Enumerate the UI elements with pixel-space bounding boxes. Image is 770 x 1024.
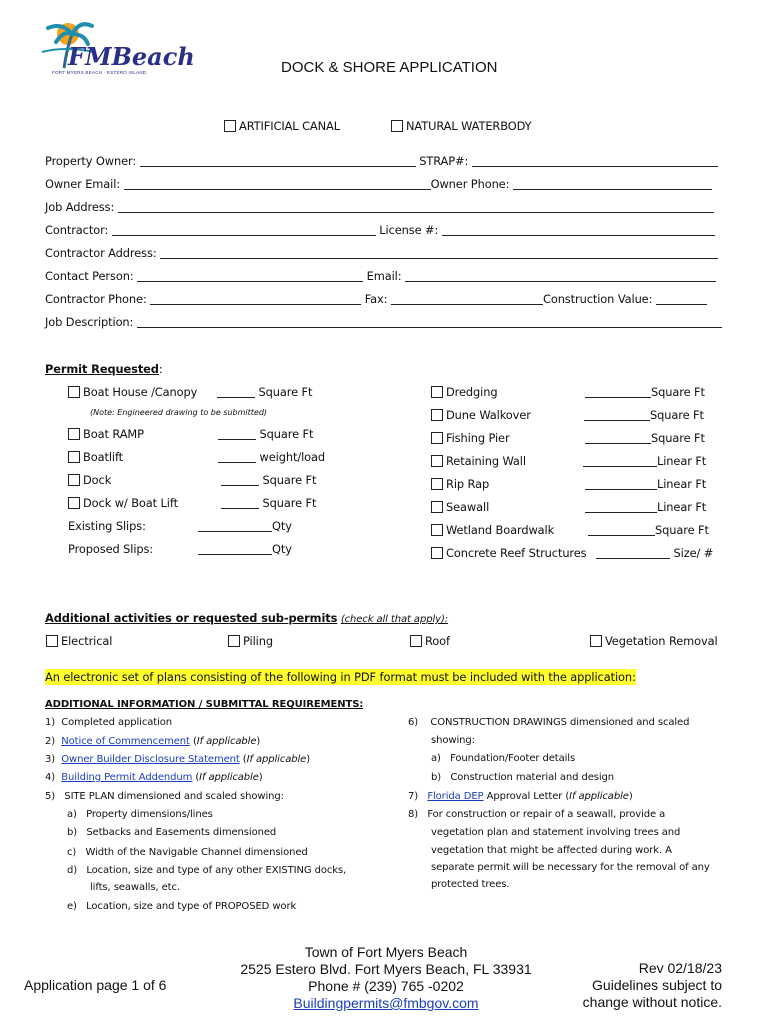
permit-fishing-pier[interactable]: Fishing Pier — [431, 431, 510, 445]
logo — [34, 12, 195, 78]
req-8-line2: vegetation plan and statement involving trees and — [431, 827, 681, 838]
req-6a: a) Foundation/Footer details — [431, 753, 576, 764]
dune-walkover-field[interactable] — [584, 408, 650, 421]
req-6: 6) CONSTRUCTION DRAWINGS dimensioned and scaled — [408, 717, 690, 728]
permit-boat-ramp[interactable]: Boat RAMP — [68, 427, 144, 441]
engineered-drawing-note: (Note: Engineered drawing to be submitted) — [90, 408, 268, 417]
property-owner-row: Property Owner: STRAP#: — [45, 154, 718, 168]
logo-subtext: FORT MYERS BEACH · ESTERO ISLAND — [52, 70, 147, 75]
req-3: 3) Owner Builder Disclosure Statement (If applicable) — [45, 754, 311, 765]
page-number: Application page 1 of 6 — [24, 977, 167, 993]
checkbox[interactable] — [68, 451, 80, 463]
email-field[interactable] — [405, 269, 716, 282]
construction-value-field[interactable] — [656, 292, 707, 305]
owner-email-field[interactable] — [124, 177, 431, 190]
req-5a: a) Property dimensions/lines — [67, 809, 213, 820]
strap-field[interactable] — [472, 154, 718, 167]
rip-rap-qty: Linear Ft — [585, 477, 706, 491]
guidelines-line1: Guidelines subject to — [592, 977, 722, 993]
fax-field[interactable] — [391, 292, 543, 305]
owner-email-row: Owner Email: Owner Phone: — [45, 177, 712, 191]
rip-rap-field[interactable] — [585, 477, 657, 490]
checkbox[interactable] — [431, 501, 443, 513]
building-permit-addendum-link[interactable]: Building Permit Addendum — [61, 772, 193, 783]
contractor-row: Contractor: License #: — [45, 223, 715, 237]
permit-requested-heading: Permit Requested: — [45, 362, 163, 376]
dredging-field[interactable] — [585, 385, 651, 398]
sub-permit-vegetation-removal[interactable]: Vegetation Removal — [590, 634, 718, 648]
checkbox[interactable] — [431, 524, 443, 536]
retaining-wall-field[interactable] — [583, 454, 657, 467]
checkbox[interactable] — [46, 635, 58, 647]
job-address-field[interactable] — [118, 200, 714, 213]
reef-qty: Size/ # — [596, 546, 713, 560]
notice-of-commencement-link[interactable]: Notice of Commencement — [61, 736, 190, 747]
boat-ramp-field[interactable] — [218, 427, 256, 440]
contractor-address-field[interactable] — [160, 246, 718, 259]
boat-ramp-qty: Square Ft — [218, 427, 313, 441]
req-8-line3: vegetation that might be affected during work. A — [431, 845, 672, 856]
req-8-line4: separate permit will be necessary for the removal of any — [431, 862, 710, 873]
req-5: 5) SITE PLAN dimensioned and scaled showing: — [45, 791, 284, 802]
boat-house-qty: Square Ft — [217, 385, 312, 399]
req-5e: e) Location, size and type of PROPOSED work — [67, 901, 297, 912]
dredging-qty: Square Ft — [585, 385, 705, 399]
checkbox[interactable] — [431, 478, 443, 490]
req-6b: b) Construction material and design — [431, 772, 615, 783]
contact-person-row: Contact Person: Email: — [45, 269, 716, 283]
req-1: 1) Completed application — [45, 717, 173, 728]
contact-person-field[interactable] — [137, 269, 363, 282]
checkbox[interactable] — [391, 120, 403, 132]
dock-qty: Square Ft — [221, 473, 316, 487]
proposed-slips-qty: Qty — [198, 542, 292, 556]
permit-dock-boat-lift[interactable]: Dock w/ Boat Lift — [68, 496, 178, 510]
checkbox[interactable] — [68, 497, 80, 509]
wetland-qty: Square Ft — [588, 523, 709, 537]
checkbox[interactable] — [431, 432, 443, 444]
contractor-address-row: Contractor Address: — [45, 246, 718, 260]
checkbox[interactable] — [68, 474, 80, 486]
checkbox[interactable] — [224, 120, 236, 132]
req-2: 2) Notice of Commencement (If applicable) — [45, 736, 261, 747]
permit-dredging[interactable]: Dredging — [431, 385, 498, 399]
req-7: 7) Florida DEP Approval Letter (If applicable) — [408, 791, 633, 802]
sub-permit-roof[interactable]: Roof — [410, 634, 450, 648]
contractor-phone-row: Contractor Phone: Fax: Construction Value: — [45, 292, 707, 306]
contractor-field[interactable] — [112, 223, 376, 236]
existing-slips-field[interactable] — [198, 519, 272, 532]
seawall-qty: Linear Ft — [585, 500, 706, 514]
footer-contact — [226, 944, 546, 1012]
permit-boatlift[interactable]: Boatlift — [68, 450, 123, 464]
permit-rip-rap[interactable]: Rip Rap — [431, 477, 489, 491]
town-address: 2525 Estero Blvd. Fort Myers Beach, FL 33931 — [240, 961, 532, 977]
req-5d-cont: lifts, seawalls, etc. — [90, 882, 180, 893]
artificial-canal-option[interactable]: ARTIFICIAL CANAL — [224, 119, 340, 133]
pdf-notice: An electronic set of plans consisting of the following in PDF format must be included with the application: — [45, 670, 636, 684]
license-field[interactable] — [442, 223, 715, 236]
reef-field[interactable] — [596, 546, 670, 559]
checkbox[interactable] — [410, 635, 422, 647]
permit-seawall[interactable]: Seawall — [431, 500, 489, 514]
dock-lift-field[interactable] — [221, 496, 259, 509]
permit-concrete-reef[interactable]: Concrete Reef Structures — [431, 546, 587, 560]
checkbox[interactable] — [68, 386, 80, 398]
permit-dune-walkover[interactable]: Dune Walkover — [431, 408, 531, 422]
revision-info — [570, 960, 722, 1011]
checkbox[interactable] — [431, 409, 443, 421]
boatlift-qty: weight/load — [218, 450, 325, 464]
boatlift-field[interactable] — [218, 450, 256, 463]
additional-activities-heading: Additional activities or requested sub-permits (check all that apply): — [45, 611, 449, 625]
job-address-row: Job Address: — [45, 200, 714, 214]
checkbox[interactable] — [431, 455, 443, 467]
owner-builder-disclosure-link[interactable]: Owner Builder Disclosure Statement — [61, 754, 240, 765]
req-5c: c) Width of the Navigable Channel dimensioned — [67, 847, 308, 858]
fishing-pier-qty: Square Ft — [585, 431, 705, 445]
existing-slips-qty: Qty — [198, 519, 292, 533]
req-4: 4) Building Permit Addendum (If applicable) — [45, 772, 263, 783]
property-owner-field[interactable] — [140, 154, 416, 167]
seawall-field[interactable] — [585, 500, 657, 513]
fishing-pier-field[interactable] — [585, 431, 651, 444]
existing-slips-label: Existing Slips: — [68, 519, 146, 533]
sub-permit-electrical[interactable]: Electrical — [46, 634, 112, 648]
permit-boat-house[interactable]: Boat House /Canopy — [68, 385, 197, 399]
florida-dep-link[interactable]: Florida DEP — [427, 791, 484, 802]
page-title: DOCK & SHORE APPLICATION — [281, 59, 498, 76]
retaining-wall-qty: Linear Ft — [583, 454, 706, 468]
checkbox[interactable] — [431, 547, 443, 559]
permit-wetland-boardwalk[interactable]: Wetland Boardwalk — [431, 523, 554, 537]
dock-field[interactable] — [221, 473, 259, 486]
req-8: 8) For construction or repair of a seawall, provide a — [408, 809, 666, 820]
req-6-cont: showing: — [431, 735, 475, 746]
proposed-slips-field[interactable] — [198, 542, 272, 555]
natural-waterbody-option[interactable]: NATURAL WATERBODY — [391, 119, 532, 133]
town-name: Town of Fort Myers Beach — [304, 944, 468, 960]
owner-phone-field[interactable] — [513, 177, 712, 190]
checkbox[interactable] — [431, 386, 443, 398]
dune-walkover-qty: Square Ft — [584, 408, 704, 422]
permit-retaining-wall[interactable]: Retaining Wall — [431, 454, 526, 468]
req-5b: b) Setbacks and Easements dimensioned — [67, 827, 277, 838]
req-5d: d) Location, size and type of any other EXISTING docks, — [67, 865, 347, 876]
proposed-slips-label: Proposed Slips: — [68, 542, 154, 556]
requirements-heading: ADDITIONAL INFORMATION / SUBMITTAL REQUIREMENTS: — [45, 699, 364, 710]
job-description-field[interactable] — [137, 315, 722, 328]
checkbox[interactable] — [228, 635, 240, 647]
wetland-field[interactable] — [588, 523, 655, 536]
guidelines-line2: change without notice. — [582, 994, 722, 1010]
job-description-row: Job Description: — [45, 315, 722, 329]
boat-house-field[interactable] — [217, 385, 255, 398]
email-link[interactable]: Buildingpermits@fmbgov.com — [293, 995, 479, 1011]
req-8-line5: protected trees. — [431, 879, 510, 890]
contractor-phone-field[interactable] — [150, 292, 361, 305]
checkbox[interactable] — [590, 635, 602, 647]
permit-dock[interactable]: Dock — [68, 473, 111, 487]
logo-text: FMBeach — [68, 42, 195, 71]
dock-lift-qty: Square Ft — [221, 496, 316, 510]
checkbox[interactable] — [68, 428, 80, 440]
sub-permit-piling[interactable]: Piling — [228, 634, 273, 648]
revision-date: Rev 02/18/23 — [638, 960, 722, 976]
town-phone: Phone # (239) 765 -0202 — [308, 978, 464, 994]
